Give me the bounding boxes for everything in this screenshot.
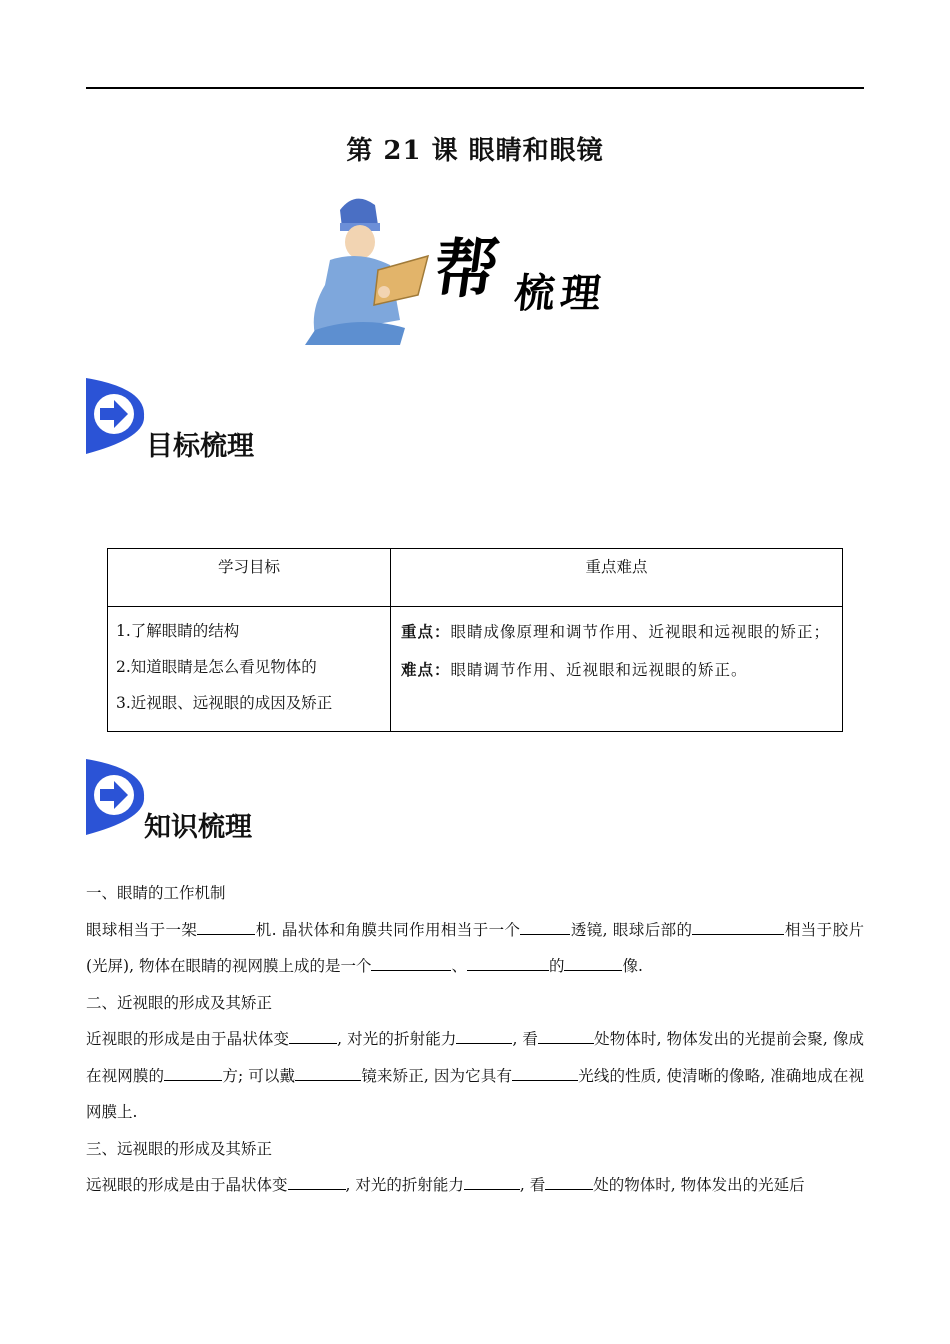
arrow-circle-icon bbox=[86, 759, 146, 835]
list-item: 2.知道眼睛是怎么看见物体的 bbox=[116, 658, 317, 676]
fill-blank[interactable] bbox=[545, 1175, 593, 1190]
knowledge-content bbox=[86, 875, 864, 1204]
fill-blank[interactable] bbox=[288, 1175, 346, 1190]
fill-blank[interactable] bbox=[464, 1175, 520, 1190]
banner bbox=[300, 190, 630, 350]
fill-blank[interactable] bbox=[520, 920, 570, 935]
table-header-goals: 学习目标 bbox=[108, 549, 391, 607]
header-rule bbox=[86, 87, 864, 89]
fill-blank[interactable] bbox=[295, 1066, 361, 1081]
goals-table bbox=[107, 548, 843, 732]
section-title-knowledge: 知识梳理 bbox=[144, 812, 252, 843]
subsection-heading: 二、近视眼的形成及其矫正 bbox=[86, 993, 273, 1012]
fill-blank[interactable] bbox=[564, 956, 622, 971]
keypoints-cell bbox=[391, 607, 843, 732]
difficult-point: 难点：眼睛调节作用、近视眼和远视眼的矫正。 bbox=[401, 660, 748, 679]
fill-blank[interactable] bbox=[692, 920, 784, 935]
list-item: 1.了解眼睛的结构 bbox=[116, 622, 240, 640]
table-header-keypoints: 重点难点 bbox=[391, 549, 843, 607]
fill-blank[interactable] bbox=[467, 956, 549, 971]
paragraph-myopia: 近视眼的形成是由于晶状体变 , 对光的折射能力 , 看 处物体时, 物体发出的光提前会聚, 像成在视网膜的 方; 可以戴 镜来矫正, 因为它具有 光线的性质, 使清晰的像略, 准确地成在视网膜上. bbox=[86, 1030, 864, 1121]
list-item: 3.近视眼、远视眼的成因及矫正 bbox=[116, 694, 333, 712]
subsection-heading: 三、远视眼的形成及其矫正 bbox=[86, 1139, 273, 1158]
banner-big-char: 帮 bbox=[428, 232, 504, 307]
subsection-heading: 一、眼睛的工作机制 bbox=[86, 884, 226, 902]
fill-blank[interactable] bbox=[456, 1029, 512, 1044]
fill-blank[interactable] bbox=[289, 1029, 337, 1044]
reading-scholar-illustration bbox=[300, 190, 440, 350]
key-point: 重点：眼睛成像原理和调节作用、近视眼和远视眼的矫正； bbox=[401, 622, 831, 641]
fill-blank[interactable] bbox=[164, 1066, 222, 1081]
section-title-goals: 目标梳理 bbox=[146, 431, 254, 462]
fill-blank[interactable] bbox=[371, 956, 451, 971]
fill-blank[interactable] bbox=[512, 1066, 578, 1081]
paragraph-eye-mechanism: 眼球相当于一架 机. 晶状体和角膜共同作用相当于一个 透镜, 眼球后部的 相当于胶片(光屏), 物体在眼睛的视网膜上成的是一个 、 的 像. bbox=[86, 920, 864, 975]
lesson-title: 第 21 课 眼睛和眼镜 bbox=[346, 136, 604, 166]
banner-small-text: 梳理 bbox=[512, 270, 610, 317]
arrow-circle-icon bbox=[86, 378, 146, 454]
paragraph-hyperopia: 远视眼的形成是由于晶状体变 , 对光的折射能力 , 看 处的物体时, 物体发出的光延后 bbox=[86, 1176, 805, 1194]
goals-list bbox=[108, 607, 391, 732]
fill-blank[interactable] bbox=[538, 1029, 594, 1044]
fill-blank[interactable] bbox=[197, 920, 255, 935]
